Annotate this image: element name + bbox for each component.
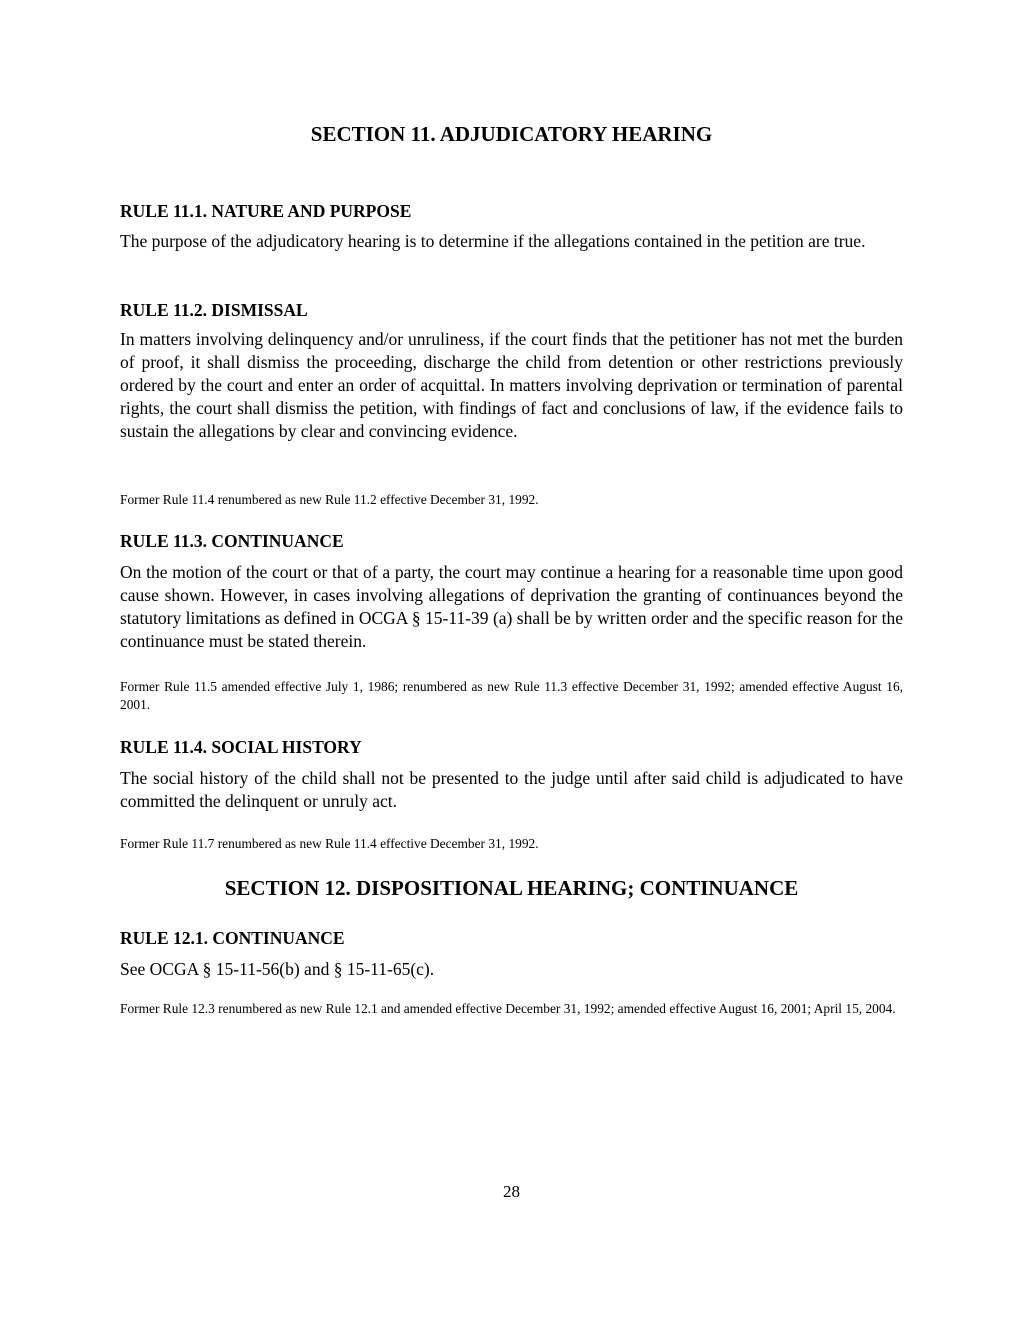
rule-11-2-heading: RULE 11.2. DISMISSAL — [120, 300, 308, 320]
rule-11-1-heading: RULE 11.1. NATURE AND PURPOSE — [120, 201, 412, 221]
rule-11-4-history-note: Former Rule 11.7 renumbered as new Rule 11.4 effective December 31, 1992. — [120, 836, 539, 851]
rule-11-4-heading: RULE 11.4. SOCIAL HISTORY — [120, 737, 362, 757]
rule-11-4-body: The social history of the child shall not be presented to the judge until after said child is adjudicated to have committed the delinquent or unruly act. — [120, 768, 903, 811]
rule-11-2-history-note: Former Rule 11.4 renumbered as new Rule 11.2 effective December 31, 1992. — [120, 492, 539, 507]
rule-12-1-history-note: Former Rule 12.3 renumbered as new Rule 12.1 and amended effective December 31, 1992; amended effective August 16, 2001; April 15, 2004. — [120, 1001, 896, 1016]
rule-11-3-history-note: Former Rule 11.5 amended effective July 1, 1986; renumbered as new Rule 11.3 effective December 31, 1992; amended effective August 16, 2001. — [120, 679, 903, 712]
rule-11-2-body: In matters involving delinquency and/or unruliness, if the court finds that the petitioner has not met the burden of proof, it shall dismiss the proceeding, discharge the child from detention or other restrictions previously ordered by the court and enter an order of acquittal. In matters involving deprivation or termination of parental rights, the court shall dismiss the petition, with findings of fact and conclusions of law, if the evidence fails to sustain the allegations by clear and convincing evidence. — [120, 329, 903, 441]
section-12-heading: SECTION 12. DISPOSITIONAL HEARING; CONTINUANCE — [224, 876, 799, 900]
document-page — [120, 0, 903, 1326]
rule-11-1-body: The purpose of the adjudicatory hearing is to determine if the allegations contained in the petition are true. — [120, 231, 866, 251]
rule-11-3-heading: RULE 11.3. CONTINUANCE — [120, 531, 344, 551]
rule-12-1-heading: RULE 12.1. CONTINUANCE — [120, 928, 345, 948]
page-number: 28 — [503, 1182, 520, 1201]
rule-12-1-body: See OCGA § 15-11-56(b) and § 15-11-65(c). — [120, 959, 435, 979]
rule-11-3-body: On the motion of the court or that of a party, the court may continue a hearing for a reasonable time upon good cause shown. However, in cases involving allegations of deprivation the granting of continuances beyond the statutory limitations as defined in OCGA § 15-11-39 (a) shall be by written order and the specific reason for the continuance must be stated therein. — [120, 562, 903, 651]
section-11-heading: SECTION 11. ADJUDICATORY HEARING — [310, 122, 713, 146]
